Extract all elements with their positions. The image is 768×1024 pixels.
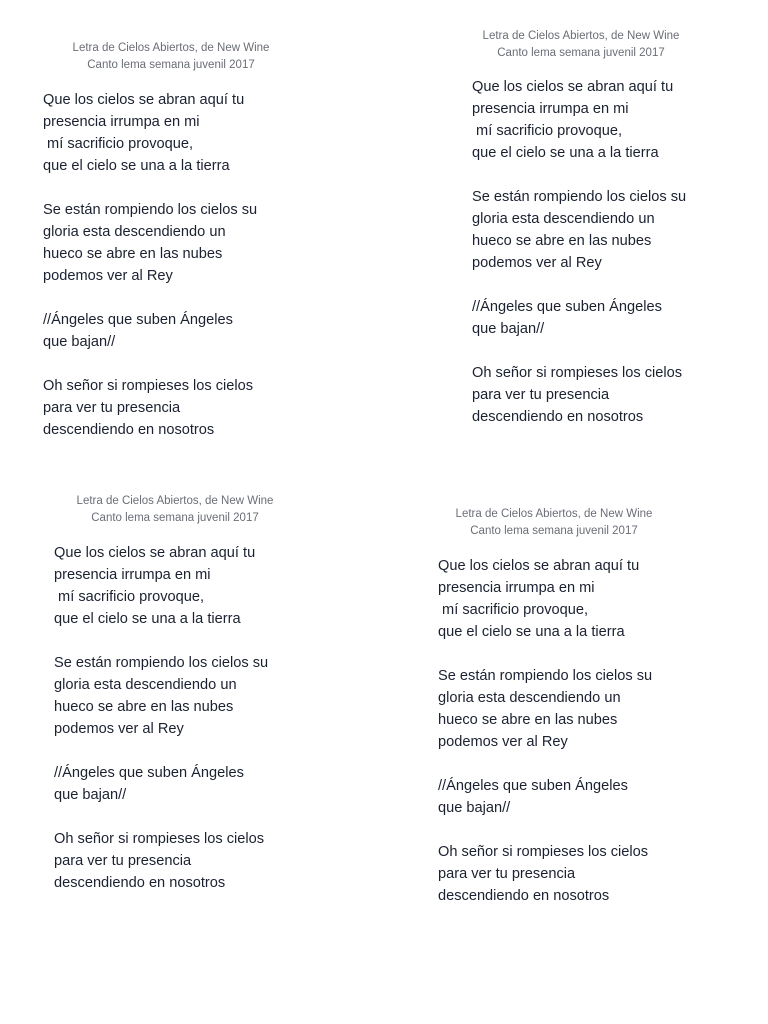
lyric-line: para ver tu presencia [54, 853, 192, 869]
lyrics-card [438, 506, 738, 907]
lyric-line: Que los cielos se abran aquí tu [54, 545, 256, 561]
lyric-line: presencia irrumpa en mi [54, 567, 211, 583]
lyric-line: que bajan// [472, 321, 545, 337]
stanza [438, 775, 738, 819]
stanza [438, 841, 738, 907]
lyric-line: descendiendo en nosotros [54, 875, 226, 891]
stanza [43, 89, 343, 177]
lyric-line: Oh señor si rompieses los cielos [438, 844, 649, 860]
lyrics-body [472, 76, 768, 428]
lyric-line: que bajan// [54, 787, 127, 803]
lyric-line: hueco se abre en las nubes [54, 699, 234, 715]
lyric-line: para ver tu presencia [438, 866, 576, 882]
lyric-line: que el cielo se una a la tierra [472, 145, 659, 161]
lyric-line: Se están rompiendo los cielos su [43, 202, 258, 218]
stanza [472, 186, 768, 274]
stanza [43, 375, 343, 441]
card-header [54, 493, 296, 527]
lyrics-body [54, 542, 354, 894]
lyric-line: podemos ver al Rey [43, 268, 173, 284]
lyric-line: hueco se abre en las nubes [43, 246, 223, 262]
lyric-line: //Ángeles que suben Ángeles [438, 778, 628, 794]
stanza [43, 199, 343, 287]
lyric-line: presencia irrumpa en mi [43, 114, 200, 130]
lyrics-body [438, 555, 738, 907]
stanza [54, 828, 354, 894]
lyric-line: para ver tu presencia [43, 400, 181, 416]
lyric-line: mí sacrificio provoque, [472, 123, 623, 139]
stanza [472, 76, 768, 164]
lyrics-card [43, 40, 343, 441]
stanza [438, 665, 738, 753]
lyric-line: Se están rompiendo los cielos su [438, 668, 653, 684]
lyric-line: mí sacrificio provoque, [438, 602, 589, 618]
card-header [43, 40, 299, 74]
lyric-line: //Ángeles que suben Ángeles [43, 312, 233, 328]
header-line-1: Letra de Cielos Abiertos, de New Wine [455, 508, 653, 520]
lyric-line: que el cielo se una a la tierra [438, 624, 625, 640]
lyric-line: //Ángeles que suben Ángeles [472, 299, 662, 315]
lyric-line: mí sacrificio provoque, [43, 136, 194, 152]
lyric-line: //Ángeles que suben Ángeles [54, 765, 244, 781]
card-header [464, 28, 698, 62]
lyric-line: descendiendo en nosotros [43, 422, 215, 438]
lyric-line: podemos ver al Rey [438, 734, 568, 750]
stanza [438, 555, 738, 643]
header-line-1: Letra de Cielos Abiertos, de New Wine [72, 42, 270, 54]
lyric-line: gloria esta descendiendo un [43, 224, 226, 240]
lyric-line: que bajan// [43, 334, 116, 350]
lyric-line: mí sacrificio provoque, [54, 589, 205, 605]
lyric-line: que bajan// [438, 800, 511, 816]
lyric-line: que el cielo se una a la tierra [43, 158, 230, 174]
lyric-line: Que los cielos se abran aquí tu [472, 79, 674, 95]
lyric-line: podemos ver al Rey [54, 721, 184, 737]
lyric-line: presencia irrumpa en mi [438, 580, 595, 596]
header-line-1: Letra de Cielos Abiertos, de New Wine [482, 30, 680, 42]
lyric-line: Oh señor si rompieses los cielos [54, 831, 265, 847]
lyrics-card [54, 493, 354, 894]
lyric-line: Que los cielos se abran aquí tu [43, 92, 245, 108]
header-line-2: Canto lema semana juvenil 2017 [87, 59, 255, 71]
lyric-line: gloria esta descendiendo un [438, 690, 621, 706]
lyric-line: gloria esta descendiendo un [472, 211, 655, 227]
lyric-line: Oh señor si rompieses los cielos [43, 378, 254, 394]
lyric-line: Se están rompiendo los cielos su [54, 655, 269, 671]
lyric-line: Oh señor si rompieses los cielos [472, 365, 683, 381]
header-line-1: Letra de Cielos Abiertos, de New Wine [76, 495, 274, 507]
lyric-line: Que los cielos se abran aquí tu [438, 558, 640, 574]
stanza [43, 309, 343, 353]
lyric-line: gloria esta descendiendo un [54, 677, 237, 693]
lyric-line: hueco se abre en las nubes [438, 712, 618, 728]
card-header [438, 506, 670, 540]
lyrics-body [43, 89, 343, 441]
stanza [54, 762, 354, 806]
stanza [54, 542, 354, 630]
header-line-2: Canto lema semana juvenil 2017 [470, 525, 638, 537]
lyric-line: que el cielo se una a la tierra [54, 611, 241, 627]
header-line-2: Canto lema semana juvenil 2017 [91, 512, 259, 524]
lyric-line: para ver tu presencia [472, 387, 610, 403]
lyric-line: descendiendo en nosotros [472, 409, 644, 425]
lyrics-card [472, 28, 768, 428]
stanza [472, 296, 768, 340]
lyric-line: podemos ver al Rey [472, 255, 602, 271]
lyric-line: hueco se abre en las nubes [472, 233, 652, 249]
header-line-2: Canto lema semana juvenil 2017 [497, 47, 665, 59]
stanza [54, 652, 354, 740]
lyric-line: Se están rompiendo los cielos su [472, 189, 687, 205]
stanza [472, 362, 768, 428]
lyric-line: presencia irrumpa en mi [472, 101, 629, 117]
lyric-line: descendiendo en nosotros [438, 888, 610, 904]
